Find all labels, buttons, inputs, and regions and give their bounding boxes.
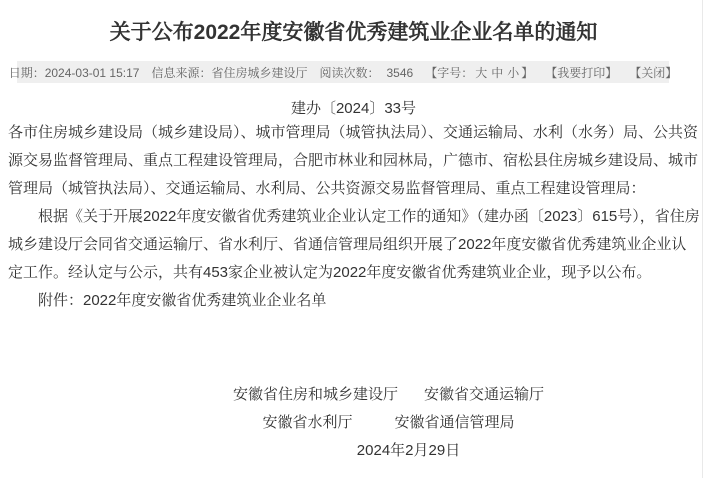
signer-communications-admin: 安徽省通信管理局 [394, 414, 515, 431]
page-right-border [702, 0, 703, 478]
meta-views [319, 64, 413, 81]
font-size-control [425, 64, 533, 81]
signature-block [0, 381, 707, 465]
signature-line-2 [0, 409, 707, 437]
signature-line-1 [0, 381, 707, 409]
meta-source: 信息来源：省住房城乡建设厅 [151, 65, 308, 80]
attachment-link[interactable]: 附件：2022年度安徽省优秀建筑业企业名单 [38, 292, 327, 309]
signer-housing-dept: 安徽省住房和城乡建设厅 [232, 386, 398, 403]
body-paragraph: 根据《关于开展2022年度安徽省优秀建筑业企业认定工作的通知》（建办函〔2023〕615号），省住房城乡建设厅会同省交通运输厅、省水利厅、省通信管理局组织开展了2022年度安徽省优秀建筑业企业认定工作。经认定与公示，共有453家企业被认定为2022年度安徽省优秀建筑业企业，现予以公布。 [8, 208, 700, 281]
close-button[interactable]: 【关闭】 [629, 65, 678, 80]
meta-date: 日期：2024-03-01 15:17 [8, 65, 140, 80]
font-size-large-button[interactable]: 大 [475, 65, 488, 80]
document-body [8, 119, 700, 315]
meta-views-count: 3546 [386, 65, 414, 80]
signer-water-dept: 安徽省水利厅 [262, 414, 353, 431]
page-title: 关于公布2022年度安徽省优秀建筑业企业名单的通知 [109, 21, 598, 44]
font-size-small-button[interactable]: 小 [507, 65, 520, 80]
font-size-suffix: 】 [521, 65, 534, 80]
print-button[interactable]: 【我要打印】 [545, 65, 618, 80]
recipients-paragraph: 各市住房城乡建设局（城乡建设局）、城市管理局（城管执法局）、交通运输局、水利（水务）局、公共资源交易监督管理局、重点工程建设管理局，合肥市林业和园林局，广德市、宿松县住房城乡建设局、城市管理局（城管执法局）、交通运输局、水利局、公共资源交易监督管理局、重点工程建设管理局： [8, 124, 699, 197]
signer-transport-dept: 安徽省交通运输厅 [424, 386, 545, 403]
font-size-medium-button[interactable]: 中 [491, 65, 504, 80]
signature-date: 2024年2月29日 [356, 442, 461, 459]
font-size-prefix: 【字号： [425, 65, 474, 80]
doc-number: 建办〔2024〕33号 [290, 100, 417, 117]
meta-views-label: 阅读次数： [319, 65, 380, 80]
meta-bar [8, 61, 678, 83]
